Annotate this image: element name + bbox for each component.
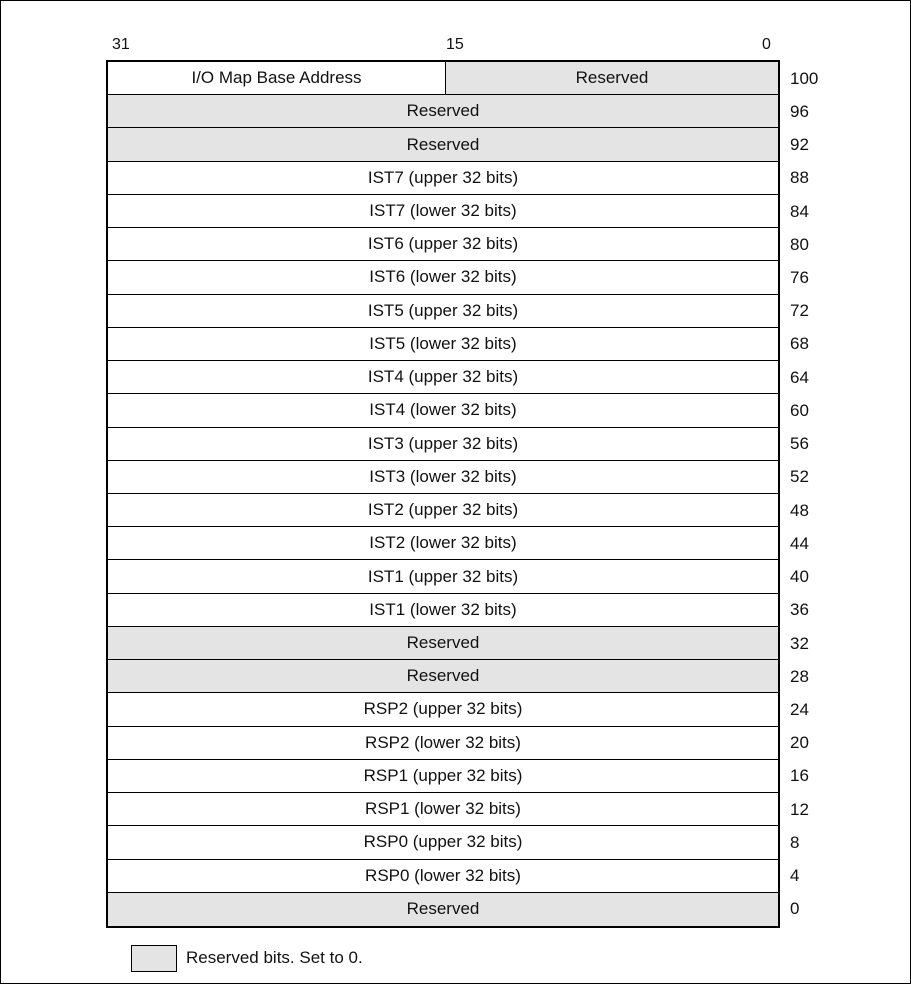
tss-row-label: RSP2 (upper 32 bits) [363,699,523,719]
tss-row-label: IST6 (upper 32 bits) [367,234,519,254]
offset-label: 0 [790,899,800,919]
tss-row-reserved [108,660,778,693]
bit-label-15: 15 [446,36,464,53]
tss-row-field [108,693,778,726]
tss-row-field [108,428,778,461]
io-map-base-address-cell: I/O Map Base Address [108,62,446,94]
offset-label: 68 [790,334,809,354]
tss-row-label: IST4 (upper 32 bits) [367,367,519,387]
offset-label: 48 [790,500,809,520]
legend-reserved-swatch [131,945,177,972]
tss-row-field [108,295,778,328]
tss-row-field [108,860,778,893]
offset-label: 44 [790,533,809,553]
offset-label: 100 [790,68,819,88]
tss-row-field [108,361,778,394]
offset-label: 52 [790,467,809,487]
tss-row-field [108,162,778,195]
tss-row-field [108,461,778,494]
tss-row-reserved [108,128,778,161]
offset-label: 80 [790,234,809,254]
tss-row-field [108,261,778,294]
tss-row-label: IST5 (lower 32 bits) [369,333,517,353]
tss-row-label: IST7 (upper 32 bits) [367,167,519,187]
offset-label: 40 [790,567,809,587]
offset-label: 20 [790,733,809,753]
offset-label: 24 [790,700,809,719]
tss-row-label: IST3 (upper 32 bits) [367,433,519,453]
offset-label: 96 [790,101,809,121]
tss-row-reserved [108,893,778,926]
tss-row-field [108,527,778,560]
tss-row-field [108,494,778,527]
tss-row-field [108,826,778,859]
tss-row-label: Reserved [406,633,480,653]
offset-label: 36 [790,600,809,620]
tss-row-field [108,394,778,427]
tss-row-label: Reserved [406,134,480,154]
tss-row-reserved [108,627,778,660]
tss-row-label: IST6 (lower 32 bits) [369,267,517,287]
offset-label: 8 [790,832,800,852]
offset-label: 92 [790,135,809,155]
tss-row-label: IST2 (upper 32 bits) [367,500,519,520]
tss-layout-table [106,60,780,928]
tss-row-label: IST1 (upper 32 bits) [367,566,519,586]
tss-row-field [108,793,778,826]
tss-row-label: RSP1 (upper 32 bits) [363,765,523,785]
tss-row-field [108,228,778,261]
tss-row-label: IST7 (lower 32 bits) [369,201,517,221]
tss-row-label: Reserved [406,101,480,121]
tss-row-field [108,727,778,760]
tss-row-label: IST5 (upper 32 bits) [367,300,519,320]
tss-row-label: Reserved [406,666,480,686]
offset-label: 76 [790,268,809,287]
tss-row-field [108,195,778,228]
tss-row-label: IST2 (lower 32 bits) [369,533,517,553]
offset-label: 72 [790,301,809,321]
offset-label: 28 [790,666,809,686]
tss-row-top [108,62,778,95]
tss-row-label: RSP1 (lower 32 bits) [365,799,521,819]
offset-label: 84 [790,201,809,221]
offset-label: 32 [790,633,809,653]
tss-row-label: IST3 (lower 32 bits) [369,466,517,486]
offset-label: 64 [790,367,809,387]
tss-row-label: RSP2 (lower 32 bits) [365,732,521,752]
offset-label: 60 [790,400,809,420]
offset-label: 12 [790,799,809,819]
offset-label: 56 [790,434,809,454]
tss-row-field [108,594,778,627]
tss-row-label: RSP0 (upper 32 bits) [363,832,523,852]
tss-row-label: RSP0 (lower 32 bits) [365,865,521,885]
legend-text: Reserved bits. Set to 0. [186,948,363,967]
offset-label: 4 [790,866,800,886]
tss-row-reserved [108,95,778,128]
tss-row-label: IST1 (lower 32 bits) [369,599,517,619]
tss-row-field [108,560,778,593]
tss-row-label: Reserved [406,899,480,919]
tss-row-label: IST4 (lower 32 bits) [369,400,517,420]
reserved-cell-top: Reserved [446,62,778,94]
tss-row-field [108,328,778,361]
bit-label-31: 31 [112,36,130,53]
offset-label: 16 [790,766,809,786]
bit-label-0: 0 [762,36,771,53]
offset-label: 88 [790,168,809,188]
tss-row-field [108,760,778,793]
